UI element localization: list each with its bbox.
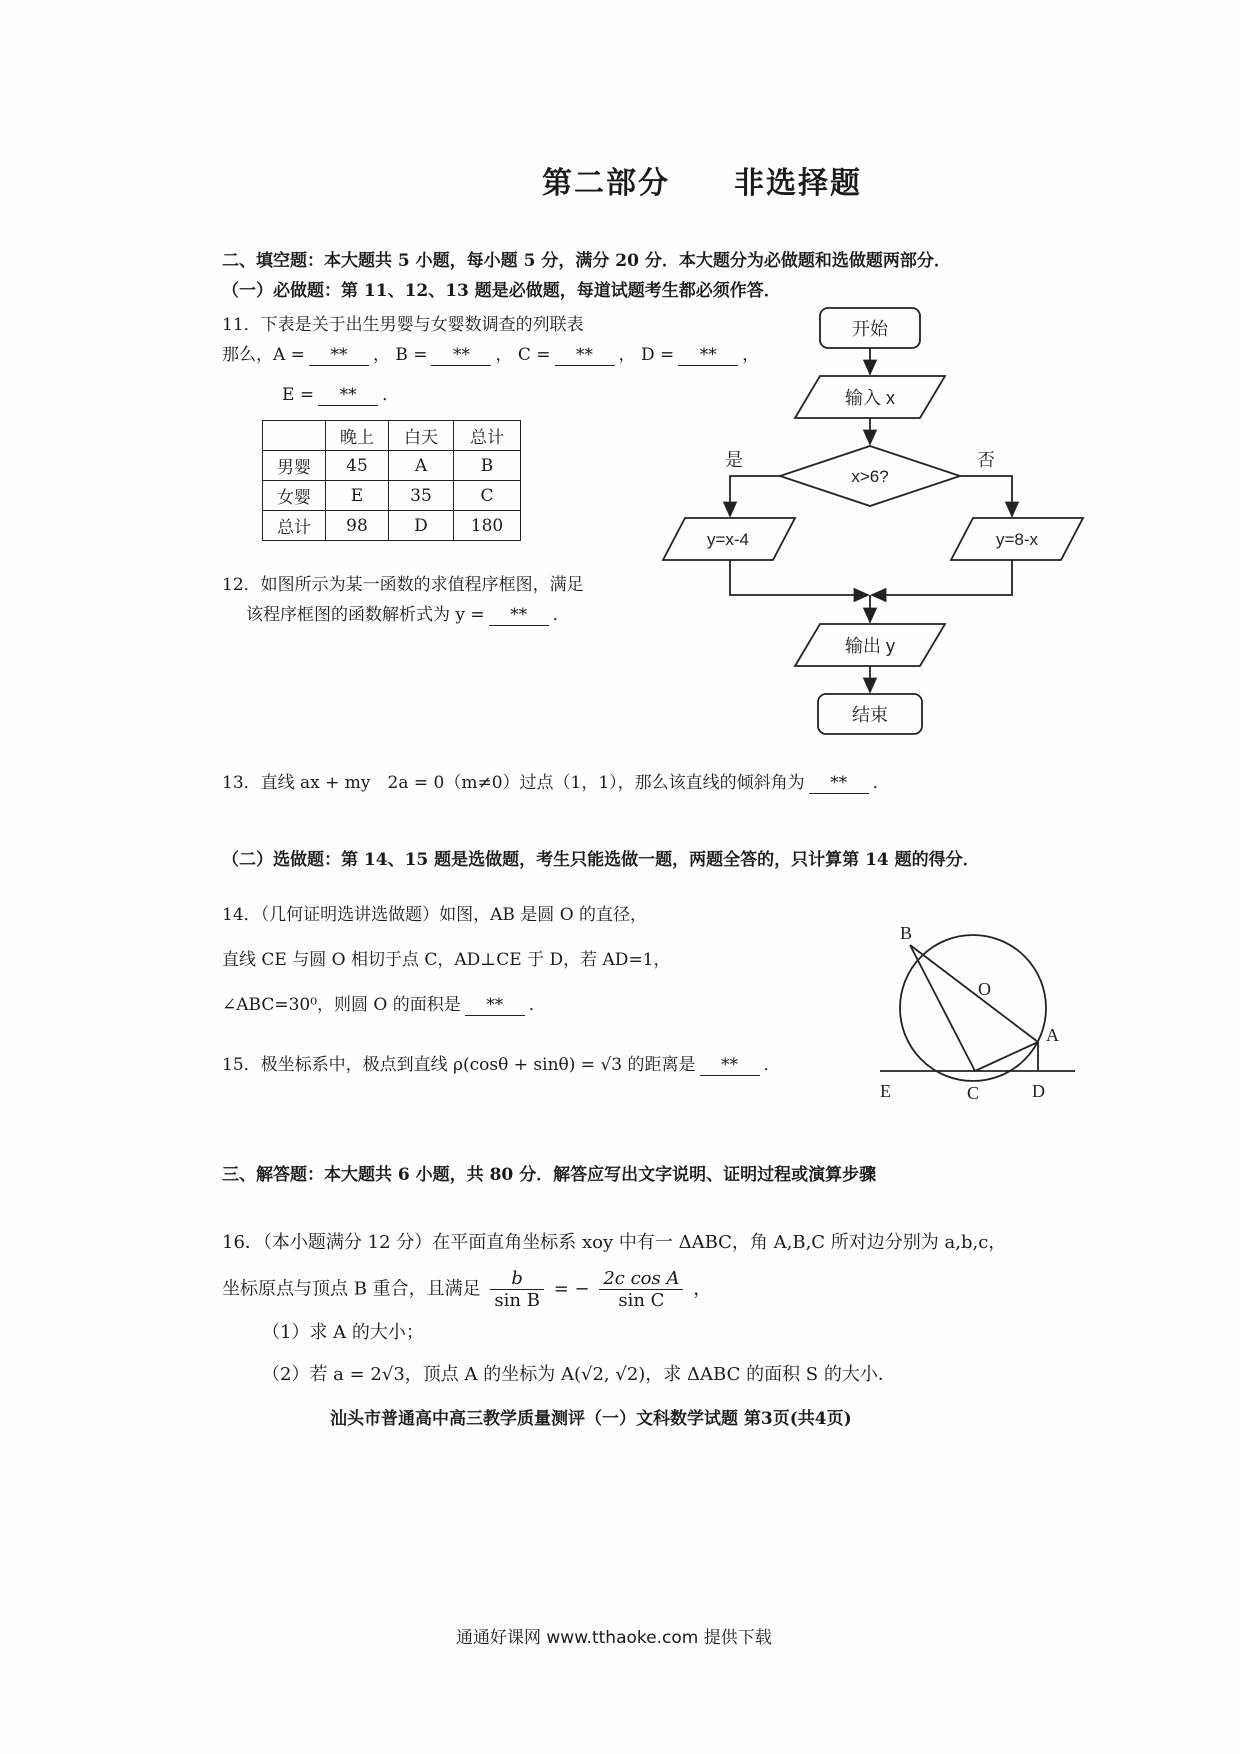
flowchart [655,300,1095,750]
flowchart-yes-label: 是 [725,450,743,470]
table-header-cell: 总计 [454,421,521,451]
label-d: D [1032,1081,1045,1101]
optional-section-heading: （二）选做题：第 14、15 题是选做题，考生只能选做一题，两题全答的，只计算第 14 题的得分． [222,850,980,870]
q13-blank[interactable]: ** [809,773,869,794]
table-cell: B [454,451,521,481]
required-questions-note: （一）必做题：第 11、12、13 题是必做题，每道试题考生都必须作答． [222,281,781,301]
contingency-table [262,420,521,541]
diameter-ab [910,945,1038,1042]
circle-o [900,935,1046,1081]
q14-line1: 14．（几何证明选讲选做题）如图，AB 是圆 O 的直径， [222,905,648,925]
q16-part1: （1）求 A 的大小； [262,1322,424,1343]
q11-e-blank[interactable]: ** [318,385,378,406]
table-cell: 35 [389,481,454,511]
table-cell: C [454,481,521,511]
section2-heading: 二、填空题：本大题共 5 小题，每小题 5 分，满分 20 分．本大题分为必做题和选做题两部分． [222,251,951,271]
source-footer: 通通好课网 www.tthaoke.com 提供下载 [456,1628,772,1648]
q14-blank[interactable]: ** [465,995,525,1016]
q15-blank[interactable]: ** [700,1055,760,1076]
label-b: B [900,925,913,943]
table-cell: A [389,451,454,481]
q14-line3: ∠ABC=30⁰，则圆 O 的面积是 ** ． [222,995,546,1015]
q16-part2: （2）若 a = 2√3，顶点 A 的坐标为 A(√2, √2)，求 ΔABC 的面积 S 的大小． [262,1364,896,1385]
table-cell: D [389,511,454,541]
flowchart-right-assign-label: y=8-x [995,530,1039,549]
flowchart-start-label: 开始 [852,319,888,339]
q11-d-blank[interactable]: ** [678,345,738,366]
table-cell: 180 [454,511,521,541]
table-header-cell [263,421,326,451]
page-footer: 汕头市普通高中高三教学质量测评（一）文科数学试题 第3页(共4页) [330,1409,852,1429]
flowchart-no-label: 否 [977,450,995,470]
label-o: O [978,979,991,999]
table-cell: 男婴 [263,451,326,481]
table-header-cell: 晚上 [326,421,389,451]
q11-text: 11．下表是关于出生男婴与女婴数调查的列联表 [222,315,584,335]
q11-answers-line: 那么，A = ** ， B = ** ， C = ** ， D = ** ， [222,345,760,365]
table-header-cell: 白天 [389,421,454,451]
label-c: C [967,1083,980,1103]
q16-line2: 坐标原点与顶点 B 重合，且满足 $\frac{b}{\text{sin B}}$ = − $\frac{\text{2c cos A}}{\text{sin C}}$ ， [222,1268,712,1311]
section3-heading: 三、解答题：本大题共 6 小题，共 80 分．解答应写出文字说明、证明过程或演算步骤 [222,1165,877,1185]
table-cell: 98 [326,511,389,541]
q12-blank[interactable]: ** [489,605,549,626]
q12-text-line2: 该程序框图的函数解析式为 y = ** ． [246,605,570,625]
flowchart-end-label: 结束 [852,705,888,725]
table-header-row [263,421,521,451]
flowchart-decision-label: x>6? [851,467,889,486]
q11-c-blank[interactable]: ** [555,345,615,366]
q12-text-line1: 12．如图所示为某一函数的求值程序框图，满足 [222,575,584,595]
table-cell: 女婴 [263,481,326,511]
q14-line2: 直线 CE 与圆 O 相切于点 C，AD⊥CE 于 D，若 AD=1， [222,950,671,970]
q13-text: 13．直线 ax + my 2a = 0（m≠0）过点（1，1），那么该直线的倾斜角为 ** ． [222,773,890,793]
circle-geometry-figure [870,925,1080,1105]
fraction-2ccosa-over-sinc: $\frac{\text{2c cos A}}{\text{sin C}}$ [599,1268,683,1311]
flowchart-left-assign-label: y=x-4 [706,530,750,549]
label-e: E [880,1081,891,1101]
flowchart-output-label: 输出 y [844,636,896,656]
page-title: 第二部分 非选择题 [542,166,862,201]
q16-line1: 16．（本小题满分 12 分）在平面直角坐标系 xoy 中有一 ΔABC，角 A,B,C 所对边分别为 a,b,c， [222,1232,1007,1253]
table-row [263,511,521,541]
q11-b-blank[interactable]: ** [431,345,491,366]
table-cell: E [326,481,389,511]
fraction-b-over-sinb: $\frac{b}{\text{sin B}}$ [490,1268,544,1311]
table-cell: 总计 [263,511,326,541]
table-row [263,481,521,511]
table-row [263,451,521,481]
label-a: A [1046,1025,1059,1045]
flowchart-input-label: 输入 x [844,388,896,408]
q11-e-line: E = ** ． [282,385,400,405]
q11-a-blank[interactable]: ** [309,345,369,366]
table-cell: 45 [326,451,389,481]
segment-bc [910,945,975,1071]
q15-text: 15．极坐标系中，极点到直线 ρ(cosθ + sinθ) = √3 的距离是 ** ． [222,1055,781,1075]
